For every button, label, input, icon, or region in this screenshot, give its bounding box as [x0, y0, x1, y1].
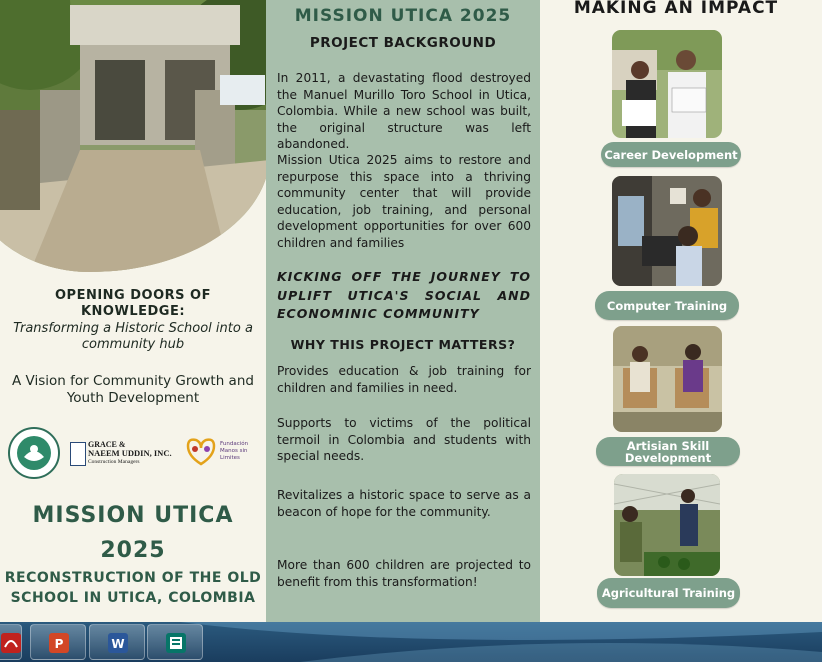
taskbar-button-word[interactable] [89, 624, 145, 660]
career-development-label: Career Development [601, 142, 741, 167]
background-paragraph-2: Mission Utica 2025 aims to restore and repurpose this space into a thriving community center that will provide education, job training, and personal development opportunities for over 600 children and families [277, 153, 531, 250]
background-paragraph-1: In 2011, a devastating flood destroyed the Manuel Murillo Toro School in Utica, Colombia. While a new school was built, the original structure was left abandoned. [277, 71, 531, 151]
computer-training-label: Computer Training [595, 291, 739, 320]
vision-statement: A Vision for Community Growth and Youth Development [12, 373, 254, 406]
making-impact-title: MAKING AN IMPACT [573, 0, 779, 18]
fundacion-logo-mark [182, 434, 220, 470]
artisan-skill-photo [613, 326, 722, 432]
school-photo [0, 0, 266, 272]
why-paragraph-4: More than 600 children are projected to benefit from this transformation! [277, 558, 531, 589]
left-panel [0, 0, 266, 622]
svg-text:W: W [111, 637, 125, 651]
pdf-reader-icon [1, 633, 21, 653]
windows-taskbar [0, 622, 822, 662]
why-paragraph-3: Revitalizes a historic space to serve as a beacon of hope for the community. [277, 488, 531, 519]
agricultural-training-label: Agricultural Training [597, 578, 740, 608]
fundacion-logo-text: Fundación Manos sin Limites [220, 441, 249, 461]
opening-doors-subtitle: Transforming a Historic School into a community hub [13, 321, 253, 352]
opening-doors-title: OPENING DOORS OF KNOWLEDGE: [55, 288, 211, 319]
taskbar-button-publisher[interactable] [147, 624, 203, 660]
page-title: MISSION UTICA 2025 [294, 6, 512, 26]
career-development-photo [612, 30, 722, 138]
reconstruction-subtitle: RECONSTRUCTION OF THE OLD SCHOOL IN UTICA, COLOMBIA [4, 570, 262, 606]
grace-naeem-logo-text: GRACE & NAEEM UDDIN, INC. Construction Managers [88, 440, 172, 465]
artisan-skill-label: Artisian Skill Development [596, 437, 740, 466]
middle-panel [266, 0, 540, 622]
partner-logos [6, 424, 262, 480]
powerpoint-icon [47, 631, 71, 655]
word-icon [106, 631, 130, 655]
why-paragraph-2: Supports to victims of the political termoil in Colombia and students with special needs. [277, 416, 531, 463]
kickoff-statement: KICKING OFF THE JOURNEY TO UPLIFT UTICA'S SOCIAL AND ECONOMINIC COMMUNITY [277, 269, 531, 321]
taskbar-button-powerpoint[interactable] [30, 624, 86, 660]
right-panel [540, 0, 822, 622]
why-paragraph-1: Provides education & job training for children and families in need. [277, 364, 531, 395]
computer-training-photo [612, 176, 722, 286]
friends-of-humanity-logo [8, 427, 60, 479]
project-background-heading: PROJECT BACKGROUND [309, 35, 497, 51]
svg-text:P: P [54, 637, 64, 651]
why-heading: WHY THIS PROJECT MATTERS? [290, 337, 516, 352]
grace-logo-mark [70, 442, 86, 466]
publisher-icon [164, 631, 188, 655]
taskbar-button-pdf[interactable] [0, 624, 22, 660]
mission-utica-heading: MISSION UTICA 2025 [32, 503, 234, 563]
agricultural-training-photo [614, 474, 720, 576]
